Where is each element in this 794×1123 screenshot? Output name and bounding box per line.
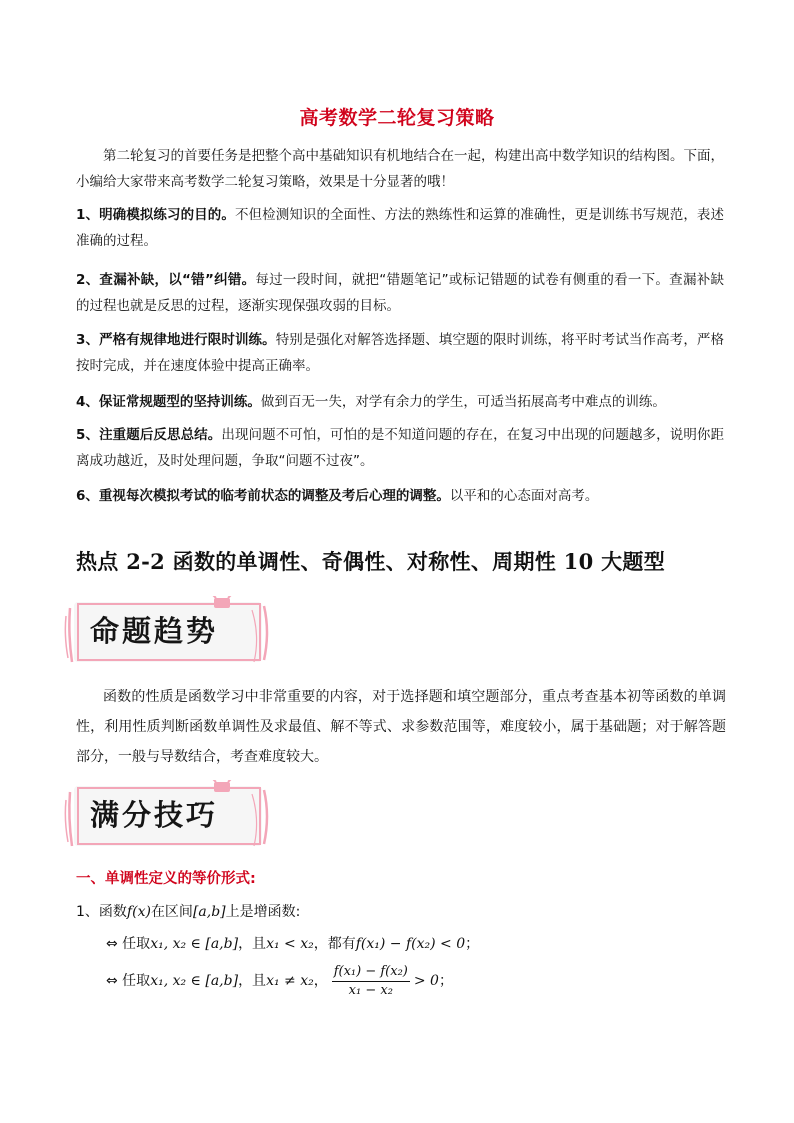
trend-badge xyxy=(64,596,276,668)
strategy-4-title: 4、保证常规题型的坚持训练。 xyxy=(76,394,261,410)
line-a-vars: x₁, x₂ ∈ [a,b] xyxy=(150,936,239,952)
trend-badge-label: 命题趋势 xyxy=(90,614,219,648)
strategy-4 xyxy=(76,389,724,415)
line-b-end: ； xyxy=(438,973,453,989)
line-a-mid2: ，都有 xyxy=(313,936,356,952)
trend-paragraph: 函数的性质是函数学习中非常重要的内容，对于选择题和填空题部分，重点考查基本初等函数的单调性，利用性质判断函数单调性及求最值、解不等式、求参数范围等，难度较小，属于基础题；对于解答题部分，一般与导数结合，考查难度较大。 xyxy=(76,689,726,765)
sub-heading-monotonic: 一、单调性定义的等价形式: xyxy=(76,871,256,887)
line-b-comma: ， xyxy=(313,973,328,989)
strategy-6-text: 以平和的心态面对高考。 xyxy=(449,488,599,504)
line-b-mid: ，且 xyxy=(238,973,267,989)
strategy-5-title: 5、注重题后反思总结。 xyxy=(76,427,222,443)
strategy-6 xyxy=(76,483,724,509)
fraction-numerator: f(x₁) − f(x₂) xyxy=(332,963,410,982)
line-a-mid: ，且 xyxy=(238,936,267,952)
line-a-cond: x₁ < x₂ xyxy=(266,936,314,952)
line-b-relation: > 0 xyxy=(413,973,439,989)
fraction-denominator: x₁ − x₂ xyxy=(348,982,393,998)
difference-quotient xyxy=(332,963,410,1000)
strategy-2 xyxy=(76,267,724,319)
strategy-3-text: 特别是强化对解答选择题、填空题的限时训练，将平时考试当作高考，严格按时完成，并在速度体验中提高正确率。 xyxy=(76,332,724,374)
strategy-1-text: 不但检测知识的全面性、方法的熟练性和运算的准确性，更是训练书写规范，表述准确的过程。 xyxy=(76,207,725,249)
intro-paragraph: 第二轮复习的首要任务是把整个高中基础知识有机地结合在一起，构建出高中数学知识的结构图。下面，小编给大家带来高考数学二轮复习策略，效果是十分显著的哦！ xyxy=(76,148,724,190)
item-1-suffix: 上是增函数: xyxy=(225,904,301,920)
strategy-5 xyxy=(76,422,724,474)
tips-badge-label: 满分技巧 xyxy=(90,798,219,832)
strategy-2-text: 每过一段时间，就把“错题笔记”或标记错题的试卷有侧重的看一下。查漏补缺的过程也就是反思的过程，逐渐实现保强攻弱的目标。 xyxy=(76,272,724,314)
strategy-3-title: 3、严格有规律地进行限时训练。 xyxy=(76,332,276,348)
item-1-line xyxy=(76,901,300,923)
line-a-pre: ⇔ 任取 xyxy=(106,936,151,952)
section-heading: 热点 2-2 函数的单调性、奇偶性、对称性、周期性 10 大题型 xyxy=(76,549,666,574)
strategy-4-text: 做到百无一失，对学有余力的学生，可适当拓展高考中难点的训练。 xyxy=(260,394,666,410)
line-b-cond: x₁ ≠ x₂ xyxy=(266,973,314,989)
item-1-interval: [a,b] xyxy=(192,904,226,920)
strategy-3 xyxy=(76,327,724,379)
strategy-5-text: 出现问题不可怕，可怕的是不知道问题的存在，在复习中出现的问题越多，说明你距离成功越近，及时处理问题，争取“问题不过夜”。 xyxy=(76,427,724,469)
equivalence-line-b xyxy=(106,962,453,1000)
item-1-fx: f(x) xyxy=(126,904,151,920)
equivalence-line-a xyxy=(106,933,479,955)
item-1-prefix: 1、函数 xyxy=(76,904,127,920)
line-b-vars: x₁, x₂ ∈ [a,b] xyxy=(150,973,239,989)
tips-badge xyxy=(64,780,276,852)
line-b-pre: ⇔ 任取 xyxy=(106,973,151,989)
page-title: 高考数学二轮复习策略 xyxy=(299,107,495,129)
line-a-expr: f(x₁) − f(x₂) < 0 xyxy=(355,936,466,952)
strategy-2-title: 2、查漏补缺，以“错”纠错。 xyxy=(76,272,256,288)
strategy-1-title: 1、明确模拟练习的目的。 xyxy=(76,207,235,223)
line-a-end: ； xyxy=(465,936,480,952)
strategy-6-title: 6、重视每次模拟考试的临考前状态的调整及考后心理的调整。 xyxy=(76,488,450,504)
strategy-1 xyxy=(76,202,724,254)
item-1-mid: 在区间 xyxy=(150,904,193,920)
